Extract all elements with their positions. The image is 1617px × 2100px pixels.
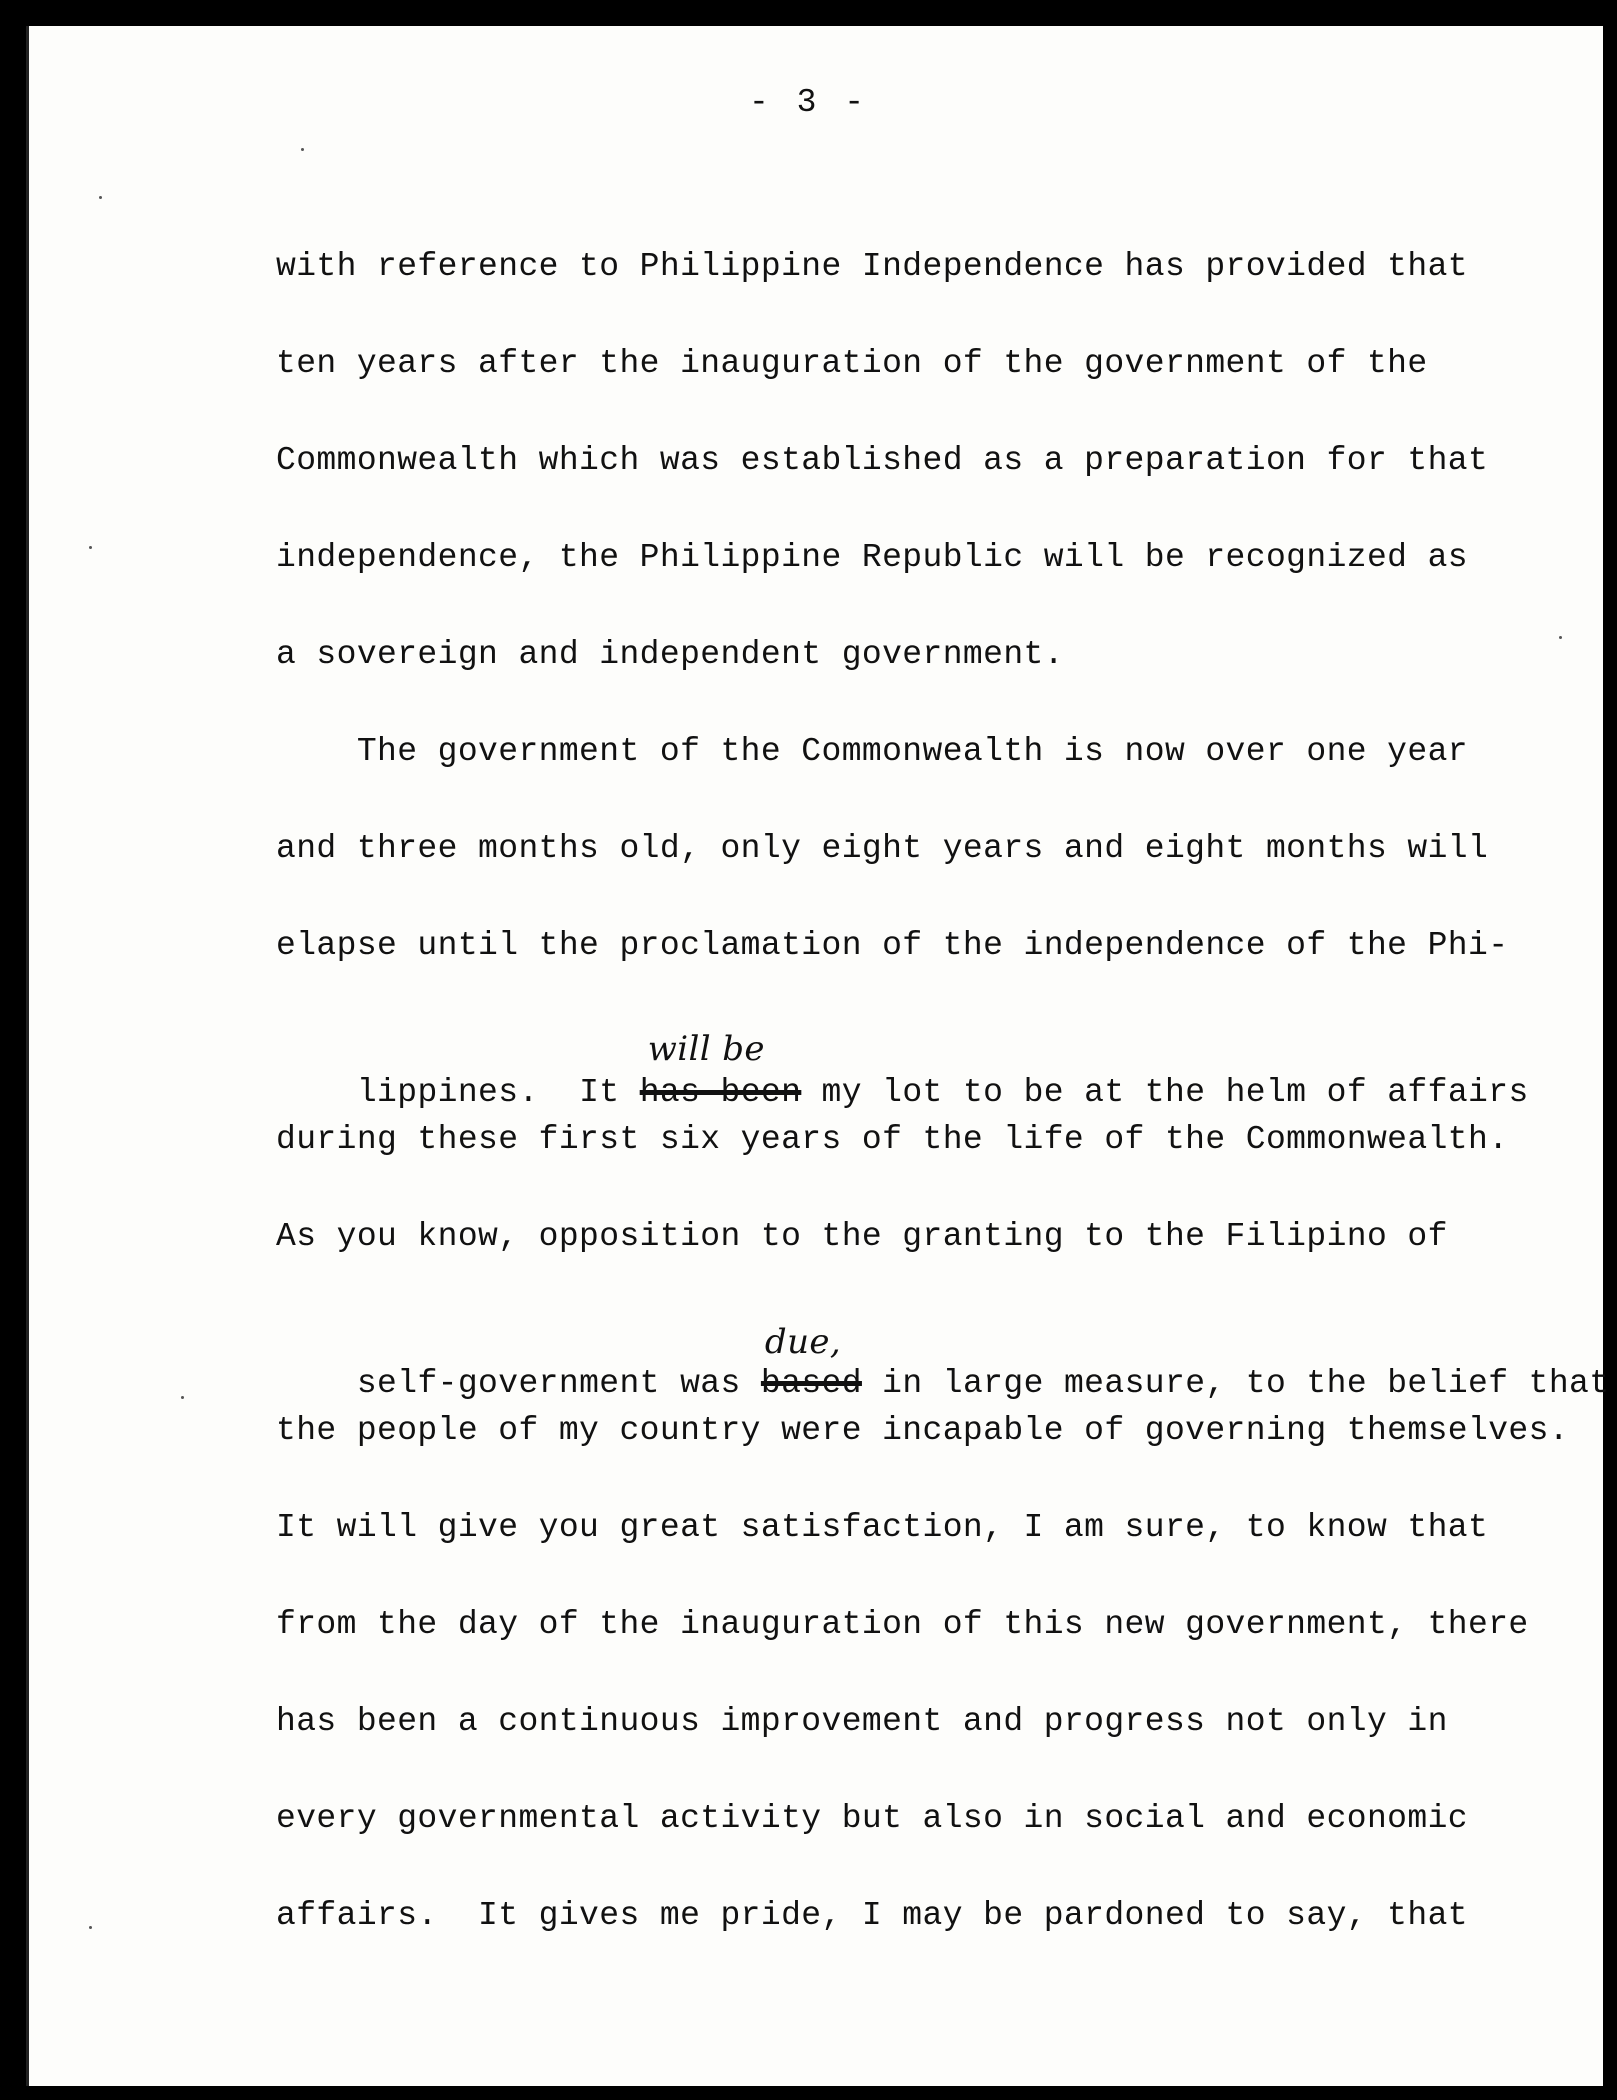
- text-line: the people of my country were incapable of governing themselves.: [276, 1412, 1570, 1449]
- struck-text: has been: [639, 1074, 802, 1111]
- corrected-phrase: [760, 1322, 862, 1409]
- text-line: from the day of the inauguration of this new government, there: [276, 1606, 1529, 1643]
- text-line: affairs. It gives me pride, I may be pardoned to say, that: [276, 1897, 1468, 1934]
- paper-speck: [301, 148, 304, 151]
- handwritten-insertion: due,: [764, 1322, 842, 1362]
- paper-speck: [89, 1926, 92, 1929]
- corrected-phrase: [639, 1029, 802, 1118]
- text-line: a sovereign and independent government.: [276, 636, 1064, 673]
- text-line: every governmental activity but also in social and economic: [276, 1800, 1468, 1837]
- text-line-with-correction: [276, 1018, 1529, 1111]
- text-line: ten years after the inauguration of the government of the: [276, 345, 1428, 382]
- text-line-with-correction: [276, 1309, 1610, 1402]
- line-text-before: self-government was: [356, 1365, 761, 1402]
- text-line: elapse until the proclamation of the independence of the Phi-: [276, 927, 1509, 964]
- text-line: independence, the Philippine Republic will be recognized as: [276, 539, 1468, 576]
- struck-text: based: [760, 1365, 862, 1402]
- text-line: with reference to Philippine Independence has provided that: [276, 248, 1468, 285]
- handwritten-insertion: will be: [647, 1029, 765, 1069]
- text-line: has been a continuous improvement and progress not only in: [276, 1703, 1448, 1740]
- paper-speck: [181, 1396, 184, 1399]
- text-line: and three months old, only eight years and eight months will: [276, 830, 1489, 867]
- text-line: Commonwealth which was established as a preparation for that: [276, 442, 1489, 479]
- paper-speck: [99, 196, 102, 199]
- text-line: As you know, opposition to the granting to the Filipino of: [276, 1218, 1448, 1255]
- text-line: during these first six years of the life of the Commonwealth.: [276, 1121, 1509, 1158]
- paper-speck: [89, 546, 92, 549]
- text-line: It will give you great satisfaction, I am sure, to know that: [276, 1509, 1489, 1546]
- paper-speck: [1559, 636, 1562, 639]
- page-number: - 3 -: [748, 84, 869, 121]
- text-line: The government of the Commonwealth is now over one year: [276, 733, 1468, 770]
- line-text-before: lippines. It: [356, 1074, 640, 1111]
- line-text-after: in large measure, to the belief that: [861, 1365, 1610, 1402]
- line-text-after: my lot to be at the helm of affairs: [801, 1074, 1529, 1111]
